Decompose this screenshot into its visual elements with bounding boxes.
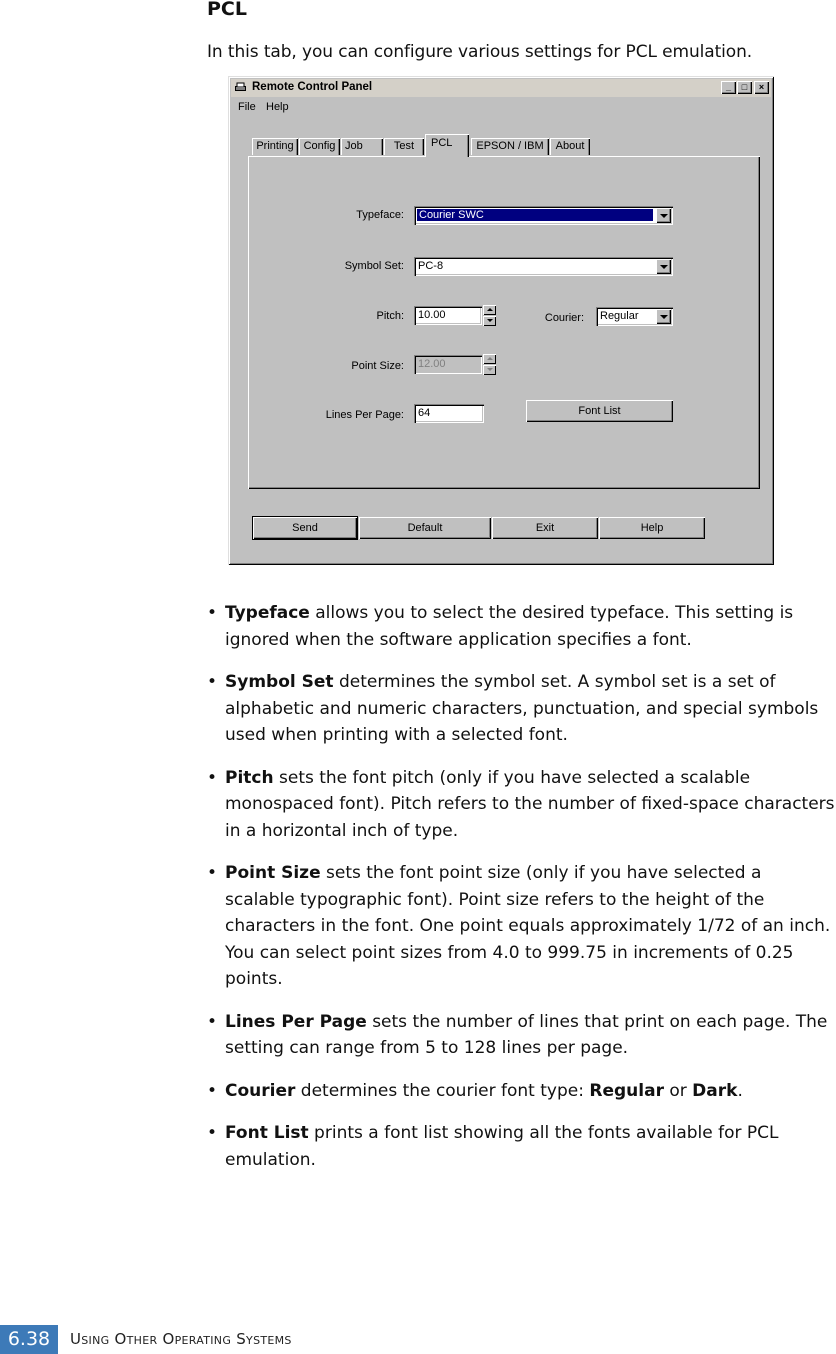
tab-pcl[interactable]: PCL	[425, 134, 469, 157]
send-button[interactable]: Send	[253, 517, 357, 539]
minimize-button[interactable]: _	[721, 81, 736, 94]
pitch-label: Pitch:	[376, 310, 404, 322]
point-size-value: 12.00	[418, 358, 446, 370]
term-point-size: Point Size	[225, 863, 321, 883]
description: .	[737, 1080, 743, 1101]
symbol-set-label: Symbol Set:	[344, 260, 404, 272]
default-button[interactable]: Default	[359, 517, 491, 539]
list-item: • Pitch sets the font pitch (only if you have selected a scalable monospaced font). Pitch refers to the number of fixed-space characters in a horizontal inch of type.	[207, 767, 835, 841]
menu-help[interactable]: Help	[266, 101, 289, 113]
title-bar	[231, 79, 771, 97]
pitch-spinner[interactable]	[483, 305, 496, 326]
maximize-button[interactable]: □	[737, 81, 752, 94]
spin-up-icon	[483, 354, 496, 364]
term-typeface: Typeface	[225, 603, 310, 623]
page-number: 6.38	[0, 1325, 58, 1354]
pitch-input[interactable]	[414, 306, 482, 325]
running-title-text: Using Other Operating Systems	[70, 1330, 292, 1348]
symbol-set-select[interactable]	[414, 257, 673, 276]
intro-paragraph: In this tab, you can configure various settings for PCL emulation.	[207, 42, 753, 62]
courier-value: Regular	[600, 310, 639, 322]
description: sets the number of lines that print on each page. The setting can range from 5 to 128 lines per page.	[225, 1011, 828, 1058]
list-item: • Lines Per Page sets the number of lines that print on each page. The setting can range from 5 to 128 lines per page.	[207, 1011, 828, 1058]
lines-per-page-input[interactable]	[414, 404, 484, 423]
typeface-label: Typeface:	[356, 209, 404, 221]
term-symbol-set: Symbol Set	[225, 672, 334, 692]
printer-icon	[234, 82, 247, 93]
tab-about[interactable]: About	[550, 138, 590, 155]
lines-per-page-label: Lines Per Page:	[325, 409, 404, 421]
typeface-select[interactable]	[414, 206, 673, 225]
spin-up-icon[interactable]	[483, 305, 496, 315]
description: sets the font pitch (only if you have selected a scalable monospaced font). Pitch refers to the number of fixed-space characters in a horizontal inch of type.	[225, 767, 835, 841]
courier-select[interactable]	[596, 307, 673, 326]
section-heading: PCL	[207, 0, 247, 20]
chevron-down-icon[interactable]	[656, 259, 671, 274]
spin-down-icon	[483, 365, 496, 375]
chevron-down-icon[interactable]	[656, 208, 671, 223]
description: determines the courier font type:	[295, 1080, 590, 1101]
term-font-list: Font List	[225, 1123, 309, 1143]
tab-printing[interactable]: Printing	[252, 138, 298, 155]
term-regular: Regular	[589, 1080, 664, 1101]
description: sets the font point size (only if you have selected a scalable typographic font). Point size refers to the height of the characters in the font. One point equals approximately 1/72 of an inch. You can select point sizes from 4.0 to 999.75 in increments of 0.25 points.	[225, 863, 831, 989]
tab-config[interactable]: Config	[299, 138, 340, 155]
settings-description-list	[207, 600, 836, 1189]
lines-per-page-value: 64	[418, 407, 431, 419]
pitch-value: 10.00	[418, 309, 446, 321]
close-button[interactable]: ×	[754, 81, 769, 94]
help-button[interactable]: Help	[599, 517, 705, 539]
term-courier: Courier	[225, 1080, 296, 1101]
remote-control-panel-window	[228, 76, 774, 565]
point-size-spinner	[483, 354, 496, 375]
symbol-set-value: PC-8	[418, 260, 444, 272]
description: allows you to select the desired typeface. This setting is ignored when the software application specifies a font.	[225, 603, 794, 650]
chevron-down-icon[interactable]	[656, 309, 671, 324]
list-item: • Symbol Set determines the symbol set. A symbol set is a set of alphabetic and numeric characters, punctuation, and special symbols used when printing with a selected font.	[207, 672, 819, 745]
description: prints a font list showing all the fonts available for PCL emulation.	[225, 1123, 779, 1170]
font-list-button[interactable]: Font List	[526, 400, 673, 422]
exit-button[interactable]: Exit	[492, 517, 598, 539]
list-item: • Typeface allows you to select the desired typeface. This setting is ignored when the software application specifies a font.	[207, 603, 794, 650]
point-size-input	[414, 355, 482, 374]
courier-label: Courier:	[544, 312, 584, 324]
list-item: • Point Size sets the font point size (only if you have selected a scalable typographic font). Point size refers to the height of the characters in the font. One point equals approximately 1/72 of an inch. You can select point sizes from 4.0 to 999.75 in increments of 0.25 points.	[207, 863, 831, 989]
description: determines the symbol set. A symbol set is a set of alphabetic and numeric characters, punctuation, and special symbols used when printing with a selected font.	[225, 672, 819, 745]
list-item: • Font List prints a font list showing all the fonts available for PCL emulation.	[207, 1123, 779, 1170]
spin-down-icon[interactable]	[483, 316, 496, 326]
term-lines-per-page: Lines Per Page	[225, 1011, 367, 1032]
tab-test[interactable]: Test	[384, 138, 424, 155]
description: or	[663, 1080, 693, 1101]
term-pitch: Pitch	[225, 767, 274, 788]
tab-epson-ibm[interactable]: EPSON / IBM	[471, 138, 549, 155]
running-title	[70, 1330, 292, 1348]
tab-job[interactable]: Job	[341, 138, 383, 155]
term-dark: Dark	[692, 1080, 738, 1101]
list-item: • Courier determines the courier font type: Regular or Dark.	[207, 1080, 743, 1101]
window-title: Remote Control Panel	[252, 81, 373, 93]
typeface-value: Courier SWC	[417, 209, 653, 221]
point-size-label: Point Size:	[351, 360, 404, 372]
menu-file[interactable]: File	[238, 101, 256, 113]
